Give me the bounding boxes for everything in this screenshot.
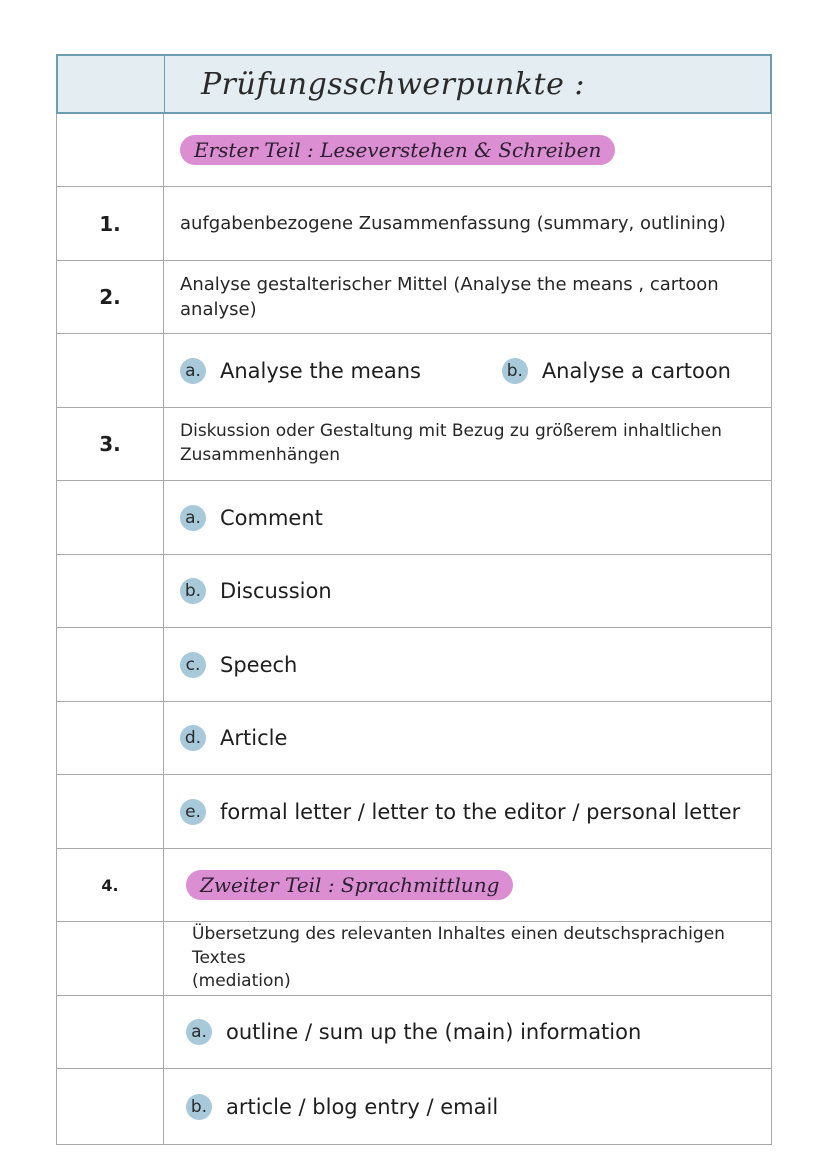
mediation-text-line2: (mediation) <box>192 971 291 992</box>
mediation-text-line1: Übersetzung des relevanten Inhaltes einen deutschsprachigen Textes <box>192 923 725 968</box>
list-item <box>186 1019 641 1045</box>
table-row <box>56 114 772 187</box>
row-number: 1. <box>57 187 164 260</box>
row-number <box>57 702 164 774</box>
row-number <box>57 1069 164 1144</box>
row-content <box>164 114 771 186</box>
table-row <box>56 555 772 628</box>
list-item <box>186 1094 498 1120</box>
row-content <box>164 555 771 627</box>
row-number <box>57 114 164 186</box>
list-item <box>180 652 297 678</box>
item-marker: a. <box>180 505 206 531</box>
item-text: Comment <box>220 505 323 530</box>
item-text: Article <box>220 726 288 750</box>
row-content <box>164 628 771 701</box>
item-marker: b. <box>186 1094 212 1120</box>
row-content <box>164 849 771 921</box>
list-item <box>180 578 332 604</box>
row-content <box>164 775 771 848</box>
item-text: Analyse the means <box>220 358 421 383</box>
row-content <box>164 408 771 480</box>
table-row <box>56 187 772 261</box>
table-row <box>56 334 772 408</box>
row-number: 3. <box>57 408 164 480</box>
header-number-cell <box>58 56 165 112</box>
part-two-label: Zweiter Teil : Sprachmittlung <box>186 870 513 900</box>
table-row <box>56 702 772 775</box>
table-row <box>56 481 772 555</box>
header-title-cell <box>165 56 770 112</box>
item-text: Analyse a cartoon <box>541 358 731 383</box>
list-item <box>180 358 421 384</box>
list-item <box>180 799 740 825</box>
row-content <box>164 334 771 407</box>
item-text: article / blog entry / email <box>226 1094 499 1119</box>
task-one-text: aufgabenbezogene Zusammenfassung (summary, outlining) <box>180 212 726 234</box>
exam-focus-table <box>56 54 772 1145</box>
row-number <box>57 628 164 701</box>
item-marker: a. <box>186 1019 212 1045</box>
task-two-text: Analyse gestalterischer Mittel (Analyse the means , cartoon analyse) <box>180 273 719 320</box>
item-text: Speech <box>220 652 298 677</box>
row-content <box>164 1069 771 1144</box>
item-marker: a. <box>180 358 206 384</box>
list-item <box>502 358 731 384</box>
list-item <box>180 505 323 531</box>
table-row <box>56 1069 772 1145</box>
item-text: formal letter / letter to the editor / personal letter <box>220 799 741 824</box>
table-row <box>56 628 772 702</box>
table-row <box>56 849 772 922</box>
row-content <box>164 187 771 260</box>
row-number <box>57 481 164 554</box>
item-text: Discussion <box>220 579 332 603</box>
page-title: Prüfungsschwerpunkte : <box>201 66 585 102</box>
list-item <box>180 725 287 751</box>
item-marker: b. <box>502 358 528 384</box>
row-number <box>57 996 164 1068</box>
table-row <box>56 775 772 849</box>
task-three-text-line2: Zusammenhängen <box>180 445 341 465</box>
row-content <box>164 481 771 554</box>
table-row <box>56 408 772 481</box>
item-marker: e. <box>180 799 206 825</box>
row-number <box>57 775 164 848</box>
table-row <box>56 922 772 996</box>
item-marker: c. <box>180 652 206 678</box>
row-number: 2. <box>57 261 164 333</box>
row-content <box>164 922 771 995</box>
row-content <box>164 702 771 774</box>
row-content <box>164 261 771 333</box>
table-header <box>56 54 772 114</box>
task-three-text-line1: Diskussion oder Gestaltung mit Bezug zu größerem inhaltlichen <box>180 421 722 442</box>
row-number <box>57 334 164 407</box>
table-row <box>56 996 772 1069</box>
part-one-label: Erster Teil : Leseverstehen & Schreiben <box>180 135 615 165</box>
item-text: outline / sum up the (main) information <box>226 1020 642 1044</box>
row-number: 4. <box>57 849 164 921</box>
item-marker: b. <box>180 578 206 604</box>
row-number <box>57 922 164 995</box>
row-number <box>57 555 164 627</box>
row-content <box>164 996 771 1068</box>
table-row <box>56 261 772 334</box>
item-marker: d. <box>180 725 206 751</box>
